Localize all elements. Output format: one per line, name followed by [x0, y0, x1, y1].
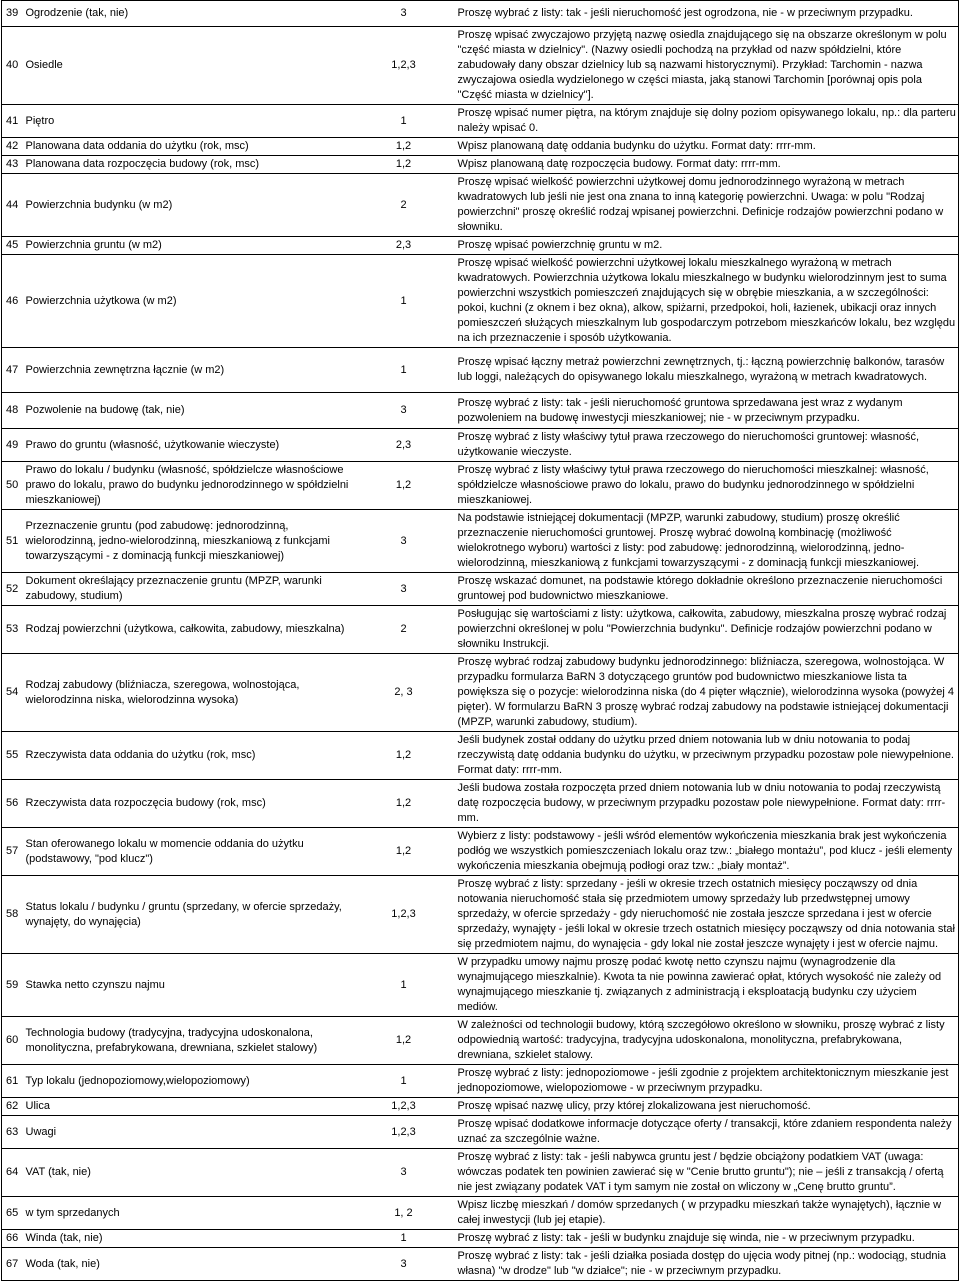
field-description: Proszę wybrać z listy: tak - jeśli nieruchomość jest ogrodzona, nie - w przeciwnym przypadku.	[454, 1, 959, 27]
field-name: Pozwolenie na budowę (tak, nie)	[22, 393, 352, 429]
form-type: 1	[352, 1230, 454, 1248]
row-number: 53	[2, 606, 22, 654]
table-row	[2, 105, 959, 138]
form-type: 2	[352, 606, 454, 654]
table-row	[2, 1098, 959, 1116]
field-name: Status lokalu / budynku / gruntu (sprzedany, w ofercie sprzedaży, wynajęty, do wynajęcia)	[22, 876, 352, 954]
table-row	[2, 255, 959, 348]
row-number: 59	[2, 954, 22, 1017]
field-description: Proszę wybrać z listy: tak - jeśli działka posiada dostęp do ujęcia wody pitnej (np.: wodociąg, studnia własna) "w drodze" lub "w działce"; nie - w przeciwnym przypadku.	[454, 1248, 959, 1281]
field-name: Prawo do gruntu (własność, użytkowanie wieczyste)	[22, 429, 352, 462]
table-row	[2, 732, 959, 780]
table-row	[2, 828, 959, 876]
row-number: 63	[2, 1116, 22, 1149]
row-number: 58	[2, 876, 22, 954]
row-number: 46	[2, 255, 22, 348]
table-row	[2, 138, 959, 156]
field-description: Wpisz planowaną datę rozpoczęcia budowy. Format daty: rrrr-mm.	[454, 156, 959, 174]
row-number: 40	[2, 27, 22, 105]
table-row	[2, 654, 959, 732]
field-description: Na podstawie istniejącej dokumentacji (MPZP, warunki zabudowy, studium) proszę określić przeznaczenie nieruchomości gruntowej. Proszę wybrać dowolną kombinację (możliwość wielokrotnego wyboru) wartości z listy: pod zabudowę: jednorodzinną, wielorodzinną, jedno-wielorodzinną, mieszkaniową z funkcjami towarzyszącymi - z dominacją funkcji mieszkaniowej.	[454, 510, 959, 573]
row-number: 61	[2, 1065, 22, 1098]
form-type: 2	[352, 174, 454, 237]
table-row	[2, 1065, 959, 1098]
row-number: 55	[2, 732, 22, 780]
row-number: 56	[2, 780, 22, 828]
field-description: W zależności od technologii budowy, którą szczegółowo określono w słowniku, proszę wybrać z listy odpowiednią wartość: tradycyjna, tradycyjna udoskonalona, monolityczna, prefabrykowana, drewniana, szkielet stalowy.	[454, 1017, 959, 1065]
table-row	[2, 954, 959, 1017]
table-row	[2, 1248, 959, 1281]
table-row	[2, 1230, 959, 1248]
row-number: 57	[2, 828, 22, 876]
row-number: 43	[2, 156, 22, 174]
row-number: 44	[2, 174, 22, 237]
table-body	[2, 1, 959, 1281]
field-description: W przypadku umowy najmu proszę podać kwotę netto czynszu najmu (wynagrodzenie dla wynajmującego mieszkalnie). Kwota ta nie powinna zawierać opłat, których wysokość nie zależy od wynajmującego mieszkanie tj. związanych z administracją i eksploatacją budynku czy użyciem mediów.	[454, 954, 959, 1017]
row-number: 49	[2, 429, 22, 462]
field-name: Planowana data rozpoczęcia budowy (rok, msc)	[22, 156, 352, 174]
form-type: 1, 2	[352, 1197, 454, 1230]
field-name: Ogrodzenie (tak, nie)	[22, 1, 352, 27]
table-row	[2, 876, 959, 954]
field-name: Rodzaj zabudowy (bliźniacza, szeregowa, wolnostojąca, wielorodzinna niska, wielorodzinna wysoka)	[22, 654, 352, 732]
form-type: 3	[352, 510, 454, 573]
field-description: Proszę wpisać numer piętra, na którym znajduje się dolny poziom opisywanego lokalu, np.: dla parteru należy wpisać 0.	[454, 105, 959, 138]
field-name: Ulica	[22, 1098, 352, 1116]
field-description: Jeśli budowa została rozpoczęta przed dniem notowania lub w dniu notowania to podaj rzeczywistą datę rozpoczęcia budowy, w przeciwnym przypadku pozostaw pole niewypełnione. Format daty: rrrr-mm.	[454, 780, 959, 828]
field-name: Stawka netto czynszu najmu	[22, 954, 352, 1017]
field-name: Powierzchnia użytkowa (w m2)	[22, 255, 352, 348]
table-row	[2, 348, 959, 393]
form-type: 3	[352, 1149, 454, 1197]
field-description: Wpisz liczbę mieszkań / domów sprzedanych ( w przypadku mieszkań także wynajętych), łącznie w całej inwestycji (lub jej etapie).	[454, 1197, 959, 1230]
form-type: 1,2,3	[352, 1116, 454, 1149]
field-description: Posługując się wartościami z listy: użytkowa, całkowita, zabudowy, mieszkalna proszę wybrać rodzaj powierzchni określonej w polu "Powierzchnia budynku". Definicje rodzajów powierzchni podano w słowniku Instrukcji.	[454, 606, 959, 654]
field-description: Proszę wpisać łączny metraż powierzchni zewnętrznych, tj.: łączną powierzchnię balkonów, tarasów lub loggi, należących do opisywanego lokalu mieszkalnego, wyrażoną w metrach kwadratowych.	[454, 348, 959, 393]
field-description: Proszę wskazać domunet, na podstawie którego dokładnie określono przeznaczenie nieruchomości gruntowej pod budownictwo mieszkaniowe.	[454, 573, 959, 606]
field-name: Woda (tak, nie)	[22, 1248, 352, 1281]
table-row	[2, 1149, 959, 1197]
field-name: Osiedle	[22, 27, 352, 105]
field-description: Jeśli budynek został oddany do użytku przed dniem notowania lub w dniu notowania to podaj rzeczywistą datę oddania budynku do użytku, w przeciwnym przypadku pozostaw pole niewypełnione. Format daty: rrrr-mm.	[454, 732, 959, 780]
field-name: Powierzchnia budynku (w m2)	[22, 174, 352, 237]
row-number: 54	[2, 654, 22, 732]
row-number: 67	[2, 1248, 22, 1281]
table-row	[2, 393, 959, 429]
row-number: 42	[2, 138, 22, 156]
table-row	[2, 1197, 959, 1230]
field-description: Proszę wybrać z listy: tak - jeśli w budynku znajduje się winda, nie - w przeciwnym przypadku.	[454, 1230, 959, 1248]
field-description: Wpisz planowaną datę oddania budynku do użytku. Format daty: rrrr-mm.	[454, 138, 959, 156]
table-row	[2, 174, 959, 237]
form-type: 1,2	[352, 156, 454, 174]
field-name: Powierzchnia gruntu (w m2)	[22, 237, 352, 255]
row-number: 62	[2, 1098, 22, 1116]
field-description: Proszę wpisać powierzchnię gruntu w m2.	[454, 237, 959, 255]
form-type: 1	[352, 255, 454, 348]
form-type: 3	[352, 1248, 454, 1281]
table-row	[2, 1116, 959, 1149]
row-number: 45	[2, 237, 22, 255]
field-description: Proszę wybrać z listy właściwy tytuł prawa rzeczowego do nieruchomości mieszkalnej: własność, spółdzielcze własnościowe prawo do lokalu, prawo do budynku jednorodzinnego w spółdzielni mieszkaniowej.	[454, 462, 959, 510]
field-name: Przeznaczenie gruntu (pod zabudowę: jednorodzinną, wielorodzinną, jedno-wielorodzinną, mieszkaniową z funkcjami towarzyszącymi - z dominacją funkcji mieszkaniowej)	[22, 510, 352, 573]
field-name: w tym sprzedanych	[22, 1197, 352, 1230]
row-number: 65	[2, 1197, 22, 1230]
table-row	[2, 606, 959, 654]
form-type: 1,2,3	[352, 876, 454, 954]
form-type: 1,2	[352, 462, 454, 510]
row-number: 48	[2, 393, 22, 429]
field-name: Rzeczywista data oddania do użytku (rok, msc)	[22, 732, 352, 780]
field-name: Stan oferowanego lokalu w momencie oddania do użytku (podstawowy, "pod klucz")	[22, 828, 352, 876]
row-number: 47	[2, 348, 22, 393]
row-number: 66	[2, 1230, 22, 1248]
form-type: 1,2	[352, 780, 454, 828]
form-type: 1,2	[352, 1017, 454, 1065]
field-description: Proszę wybrać z listy właściwy tytuł prawa rzeczowego do nieruchomości gruntowej: własność, użytkowanie wieczyste.	[454, 429, 959, 462]
form-type: 1,2	[352, 138, 454, 156]
table-row	[2, 510, 959, 573]
field-name: Winda (tak, nie)	[22, 1230, 352, 1248]
table-row	[2, 1, 959, 27]
field-description: Proszę wybrać z listy: tak - jeśli nabywca gruntu jest / będzie obciążony podatkiem VAT (uwaga: wówczas podatek ten powinien zawierać się w "Cenie brutto gruntu"); nie – jeśli z transakcją / ofertą nie jest związany podatek VAT i tym samym nie został on wliczony w „Cenę brutto gruntu”.	[454, 1149, 959, 1197]
field-description: Proszę wybrać z listy: jednopoziomowe - jeśli zgodnie z projektem architektonicznym mieszkanie jest jednopoziomowe, wielopoziomowe - w przeciwnym przypadku.	[454, 1065, 959, 1098]
table-row	[2, 462, 959, 510]
form-type: 2,3	[352, 429, 454, 462]
row-number: 60	[2, 1017, 22, 1065]
table-row	[2, 1017, 959, 1065]
field-description: Proszę wybrać z listy: tak - jeśli nieruchomość gruntowa sprzedawana jest wraz z wydanym pozwoleniem na budowę inwestycji mieszkaniowej; nie - w przeciwnym przypadku.	[454, 393, 959, 429]
form-type: 1	[352, 348, 454, 393]
table-row	[2, 237, 959, 255]
field-name: Rzeczywista data rozpoczęcia budowy (rok, msc)	[22, 780, 352, 828]
field-description: Proszę wpisać wielkość powierzchni użytkowej lokalu mieszkalnego wyrażoną w metrach kwadratowych. Powierzchnia użytkowa lokalu mieszkalnego w budynku wielorodzinnym jest to suma powierzchni wszystkich pomieszczeń znajdujących się w obrębie mieszkania, a w szczególności: pokoi, kuchni (z oknem i bez okna), alkow, spiżarni, przedpokoi, holi, łazienek, ubikacji oraz innych pomieszczeń służących mieszkalnym lub gospodarczym potrzebom mieszkańców lokalu, bez względu na ich przeznaczenie i sposób użytkowania.	[454, 255, 959, 348]
form-type: 3	[352, 393, 454, 429]
field-name: Uwagi	[22, 1116, 352, 1149]
field-name: Prawo do lokalu / budynku (własność, spółdzielcze własnościowe prawo do lokalu, prawo do budynku jednorodzinnego w spółdzielni mieszkaniowej)	[22, 462, 352, 510]
row-number: 39	[2, 1, 22, 27]
form-type: 1	[352, 1065, 454, 1098]
field-name: Technologia budowy (tradycyjna, tradycyjna udoskonalona, monolityczna, prefabrykowana, drewniana, szkielet stalowy)	[22, 1017, 352, 1065]
field-description: Proszę wpisać wielkość powierzchni użytkowej domu jednorodzinnego wyrażoną w metrach kwadratowych lub jeśli nie jest ona znana to inną kategorię powierzchni. Uwaga: w polu "Rodzaj powierzchni" proszę określić rodzaj wpisanej powierzchni. Definicje rodzajów powierzchni podano w słowniku.	[454, 174, 959, 237]
field-name: Typ lokalu (jednopoziomowy,wielopoziomowy)	[22, 1065, 352, 1098]
field-description: Proszę wybrać rodzaj zabudowy budynku jednorodzinnego: bliźniacza, szeregowa, wolnostojąca. W przypadku formularza BaRN 3 dotyczącego gruntów pod budownictwo mieszkaniowe lista ta powiększa się o pozycje: wielorodzinna niska (do 4 pięter włącznie), wielorodzinna wysoka (powyżej 4 pięter). W formularzu BaRN 3 proszę wybrać rodzaj zabudowy na podstawie istniejącej dokumentacji (MPZP, warunki zabudowy, studium).	[454, 654, 959, 732]
form-type: 2,3	[352, 237, 454, 255]
row-number: 64	[2, 1149, 22, 1197]
row-number: 41	[2, 105, 22, 138]
form-type: 1	[352, 954, 454, 1017]
field-description: Proszę wpisać dodatkowe informacje dotyczące oferty / transakcji, które zdaniem respondenta należy uznać za szczególnie ważne.	[454, 1116, 959, 1149]
table-row	[2, 156, 959, 174]
field-name: VAT (tak, nie)	[22, 1149, 352, 1197]
field-description: Proszę wpisać zwyczajowo przyjętą nazwę osiedla znajdującego się na obszarze określonym w polu "część miasta w dzielnicy". (Nazwy osiedli pochodzą na przykład od nazw spółdzielni, które zabudowały dany obszar dzielnicy lub są nazwami historycznymi). Przykład: Tarchomin - nazwa zwyczajowa osiedla wydzielonego w części miasta, jaką stanowi Tarchomin [porównaj opis pola "Część miasta w dzielnicy"].	[454, 27, 959, 105]
field-name: Planowana data oddania do użytku (rok, msc)	[22, 138, 352, 156]
form-type: 1,2	[352, 828, 454, 876]
field-name: Dokument określający przeznaczenie gruntu (MPZP, warunki zabudowy, studium)	[22, 573, 352, 606]
form-type: 1,2	[352, 732, 454, 780]
row-number: 52	[2, 573, 22, 606]
field-description: Proszę wybrać z listy: sprzedany - jeśli w okresie trzech ostatnich miesięcy począwszy od dnia notowania nieruchomość stała się przedmiotem umowy sprzedaży lub przedwstępnej umowy sprzedaży, w ofercie sprzedaży - gdy nieruchomość nie została jeszcze sprzedana i jest w ofercie sprzedaży, wynajęty - jeśli lokal w okresie trzech ostatnich miesięcy począwszy od dnia notowania stał się przedmiotem najmu, do wynajęcia - gdy lokal nie został jeszcze wynajęty i jest w ofercie najmu.	[454, 876, 959, 954]
form-type: 3	[352, 1, 454, 27]
table-row	[2, 573, 959, 606]
row-number: 51	[2, 510, 22, 573]
form-type: 2, 3	[352, 654, 454, 732]
table-row	[2, 27, 959, 105]
form-type: 1,2,3	[352, 1098, 454, 1116]
field-definitions-table	[1, 0, 959, 1281]
row-number: 50	[2, 462, 22, 510]
form-type: 1	[352, 105, 454, 138]
form-type: 3	[352, 573, 454, 606]
table-row	[2, 780, 959, 828]
field-name: Piętro	[22, 105, 352, 138]
form-type: 1,2,3	[352, 27, 454, 105]
table-row	[2, 429, 959, 462]
field-name: Rodzaj powierzchni (użytkowa, całkowita, zabudowy, mieszkalna)	[22, 606, 352, 654]
field-description: Proszę wpisać nazwę ulicy, przy której zlokalizowana jest nieruchomość.	[454, 1098, 959, 1116]
field-name: Powierzchnia zewnętrzna łącznie (w m2)	[22, 348, 352, 393]
field-description: Wybierz z listy: podstawowy - jeśli wśród elementów wykończenia mieszkania brak jest wykończenia podłóg we wszystkich pomieszczeniach lokalu oraz tzw.: „białego montażu”, pod klucz - jeśli elementy wykończenia mieszkania obejmują podłogi oraz tzw.: „biały montaż”.	[454, 828, 959, 876]
